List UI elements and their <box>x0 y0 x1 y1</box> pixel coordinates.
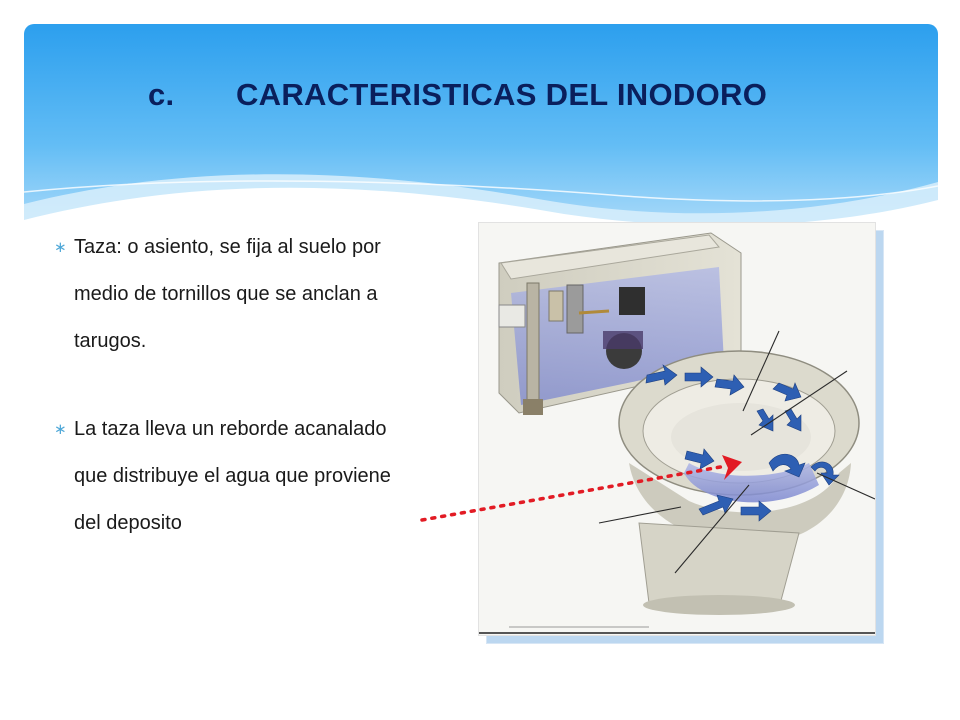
title-text: CARACTERISTICAS DEL INODORO <box>236 77 768 112</box>
bullet-asterisk-icon: ∗ <box>54 421 67 438</box>
toilet-cutaway-icon <box>479 223 875 635</box>
bullet-text: Taza: o asiento, se fija al suelo por medio de tornillos que se anclan a tarugos. <box>74 236 381 352</box>
title-number: c. <box>148 77 175 112</box>
bullet-list <box>54 224 414 547</box>
slide-title <box>148 77 908 113</box>
header-banner <box>24 24 938 244</box>
bullet-item <box>54 224 414 365</box>
bullet-text: La taza lleva un reborde acanalado que distribuye el agua que proviene del deposito <box>74 418 391 534</box>
toilet-illustration <box>478 222 876 636</box>
bullet-item <box>54 406 414 547</box>
bullet-asterisk-icon: ∗ <box>54 239 67 256</box>
